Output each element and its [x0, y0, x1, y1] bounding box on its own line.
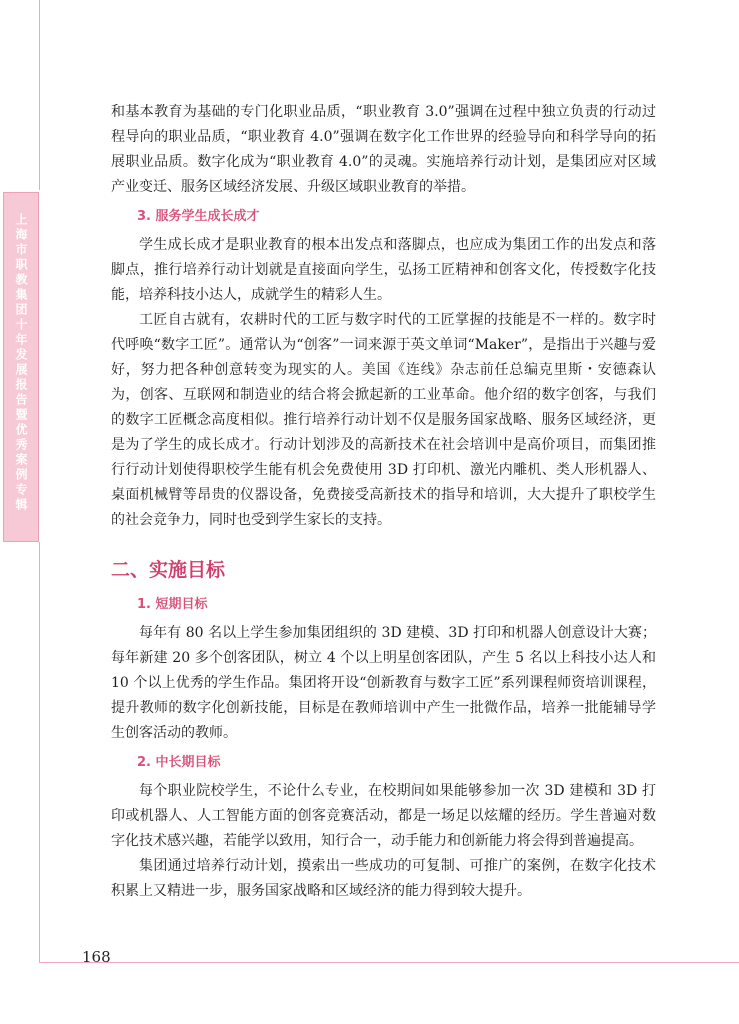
- section-3-heading: 3. 服务学生成长成才: [137, 209, 260, 224]
- long-term-heading: 2. 中长期目标: [137, 755, 221, 770]
- section-3-paragraph-1: 学生成长成才是职业教育的根本出发点和落脚点，也应成为集团工作的出发点和落脚点，推行培养行动计划就是直接面向学生，弘扬工匠精神和创客文化，传授数字化技能，培养科技小达人，成就学生的精彩人生。: [111, 237, 656, 303]
- side-tab: [3, 192, 39, 542]
- intro-paragraph: 和基本教育为基础的专门化职业品质，“职业教育 3.0”强调在过程中独立负责的行动过程导向的职业品质，“职业教育 4.0”强调在数字化工作世界的经验导向和科学导向的拓展职业品质。数字化成为“职业教育 4.0”的灵魂。实施培养行动计划，是集团应对区域产业变迁、服务区域经济发展、升级区域职业教育的举措。: [111, 104, 656, 195]
- section-3-paragraph-2: 工匠自古就有，农耕时代的工匠与数字时代的工匠掌握的技能是不一样的。数字时代呼唤“数字工匠”。通常认为“创客”一词来源于英文单词“Maker”，是指出于兴趣与爱好，努力把各种创意转变为现实的人。美国《连线》杂志前任总编克里斯・安德森认为，创客、互联网和制造业的结合将会掀起新的工业革命。他介绍的数字创客，与我们的数字工匠概念高度相似。推行培养行动计划不仅是服务国家战略、服务区域经济，更是为了学生的成长成才。行动计划涉及的高新技术在社会培训中是高价项目，而集团推行行动计划使得职校学生能有机会免费使用 3D 打印机、激光内雕机、类人形机器人、桌面机械臂等昂贵的仪器设备，免费接受高新技术的指导和培训，大大提升了职校学生的社会竞争力，同时也受到学生家长的支持。: [111, 312, 656, 528]
- margin-rule-bottom: [39, 542, 40, 962]
- page-number: 168: [82, 948, 111, 966]
- page-body: [111, 100, 656, 904]
- short-term-heading: 1. 短期目标: [137, 597, 208, 612]
- long-term-paragraph-1: 每个职业院校学生，不论什么专业，在校期间如果能够参加一次 3D 建模和 3D 打印或机器人、人工智能方面的创客竞赛活动，都是一场足以炫耀的经历。学生普遍对数字化技术感兴趣，若能学以致用，知行合一，动手能力和创新能力将会得到普遍提高。: [111, 783, 656, 849]
- long-term-paragraph-2: 集团通过培养行动计划，摸索出一些成功的可复制、可推广的案例，在数字化技术积累上又精进一步，服务国家战略和区域经济的能力得到较大提升。: [111, 858, 656, 899]
- footer-rule: [39, 962, 739, 963]
- chapter-2-heading: 二、实施目标: [111, 559, 226, 581]
- margin-rule-top: [39, 0, 40, 190]
- side-tab-text: 上海市职教集团十年发展报告暨优秀案例专辑: [14, 213, 28, 513]
- short-term-paragraph: 每年有 80 名以上学生参加集团组织的 3D 建模、3D 打印和机器人创意设计大赛；每年新建 20 多个创客团队，树立 4 个以上明星创客团队，产生 5 名以上科技小达人和 10 个以上优秀的学生作品。集团将开设“创新教育与数字工匠”系列课程师资培训课程，提升教师的数字化创新技能，目标是在教师培训中产生一批微作品，培养一批能辅导学生创客活动的教师。: [111, 625, 656, 741]
